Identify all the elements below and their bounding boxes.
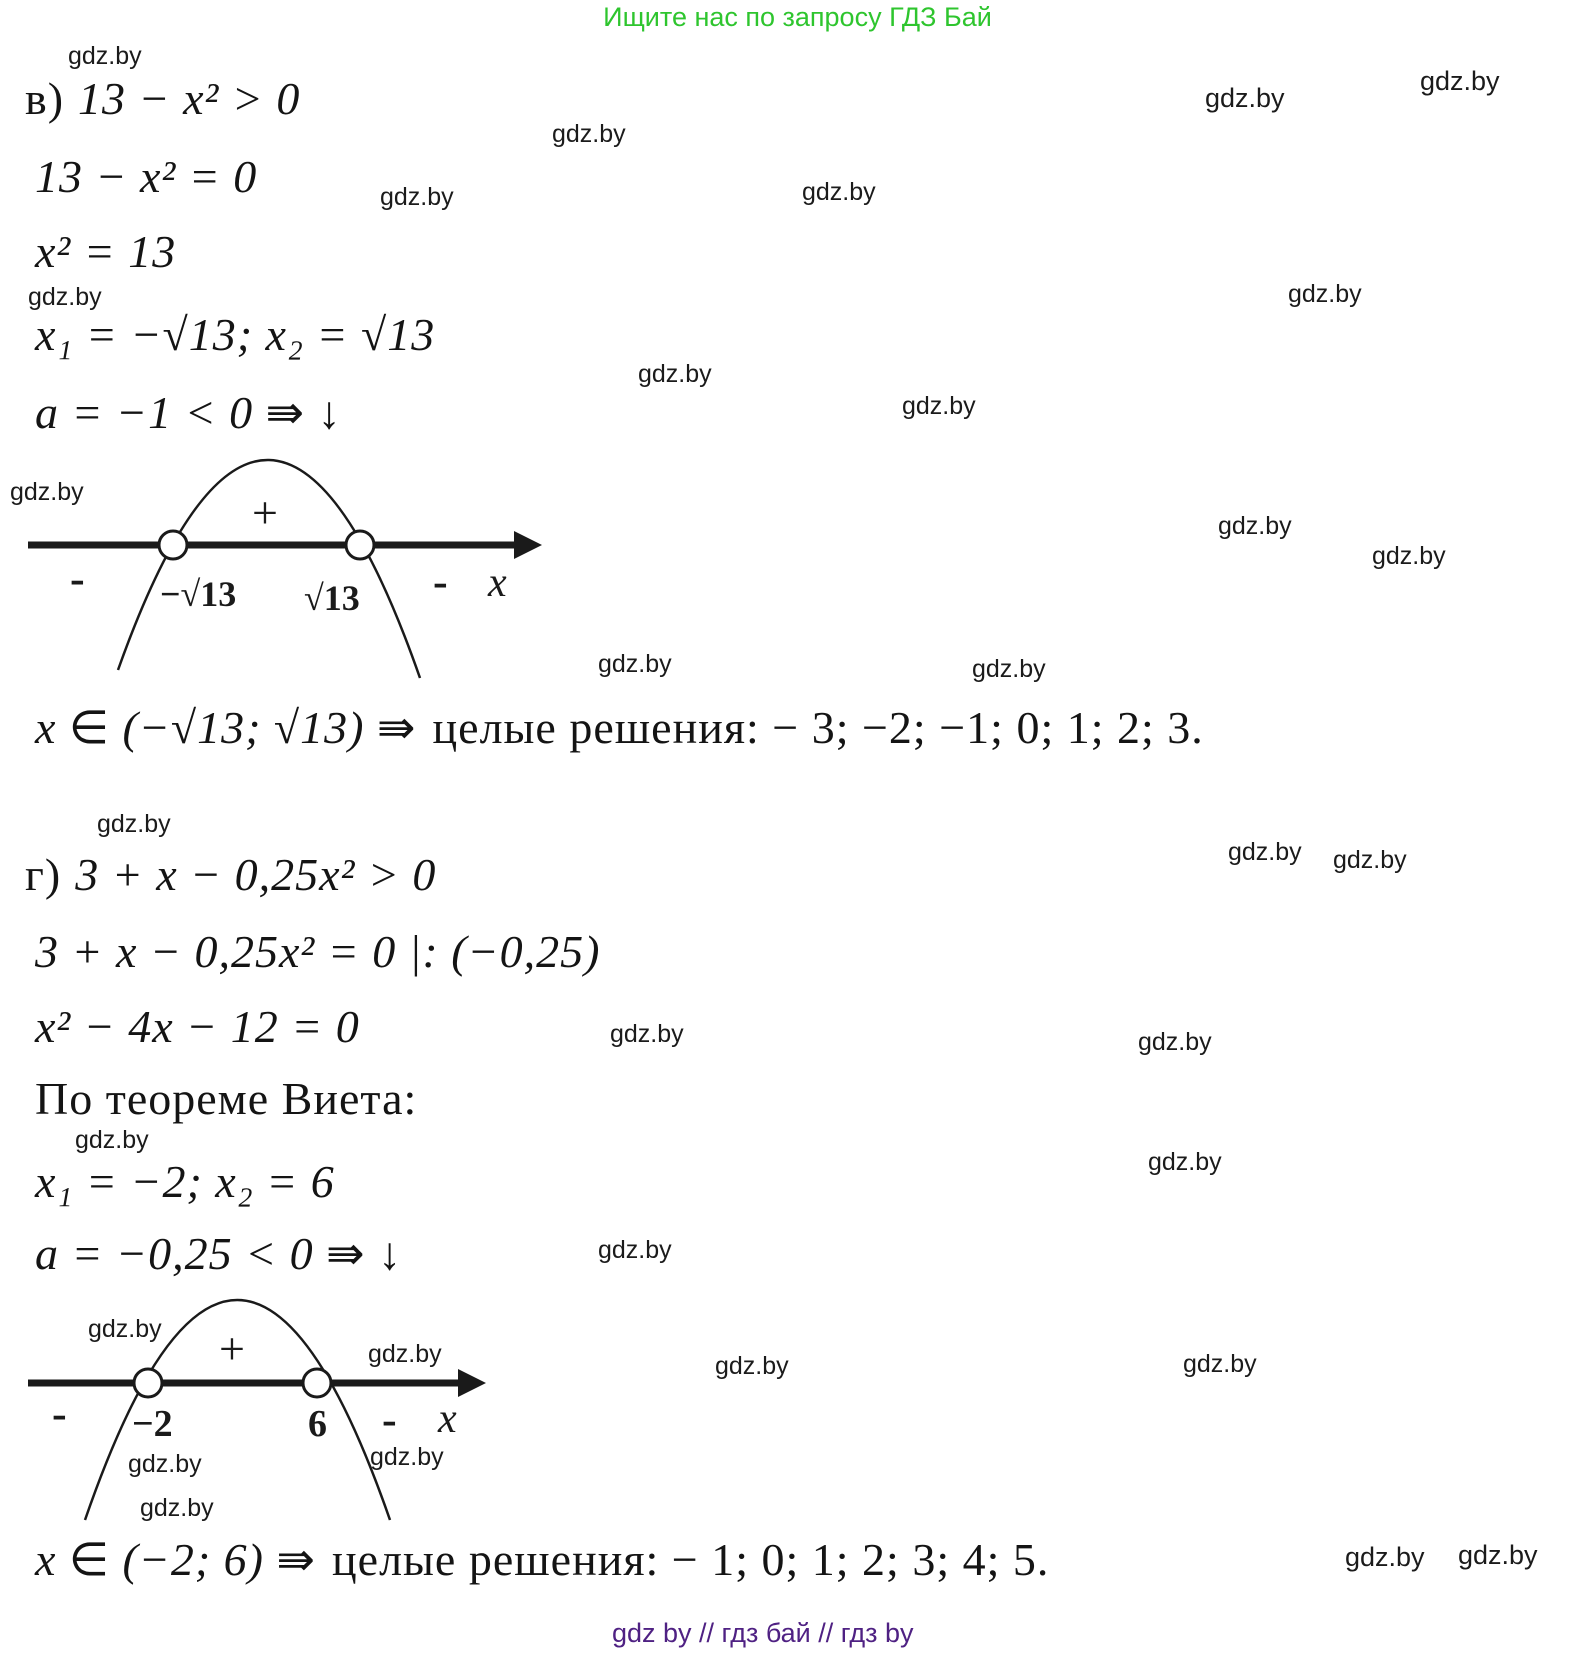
watermark: gdz.by [380,183,454,211]
equation-line: 13 − x² = 0 [35,151,258,202]
watermark: gdz.by [972,655,1046,683]
watermark: gdz.by [128,1450,202,1478]
watermark: gdz.by [1148,1148,1222,1176]
equation-line: x₁ = −2; x₂ = 6 [35,1156,335,1207]
root-circle-right [303,1369,331,1397]
equation-line: a = −1 < 0 ⇛ ↓ [35,387,342,438]
watermark: gdz.by [140,1494,214,1522]
answer-line [35,1532,1049,1586]
watermark: gdz.by [1228,838,1302,866]
axis-label-x: x [438,1396,457,1442]
watermark: gdz.by [1333,846,1407,874]
answer-integers: целые решения: − 1; 0; 1; 2; 3; 4; 5. [332,1534,1050,1585]
root-label-left: −√13 [160,574,237,614]
watermark: gdz.by [28,283,102,311]
watermark: gdz.by [715,1352,789,1380]
equation-line [25,72,300,125]
answer-integers: целые решения: − 3; −2; −1; 0; 1; 2; 3. [432,702,1204,753]
watermark: gdz.by [97,810,171,838]
equation-line: x² − 4x − 12 = 0 [35,1001,360,1052]
watermark: gdz.by [1138,1028,1212,1056]
answer-interval: x ∈ (−2; 6) ⇛ [35,1534,317,1585]
watermark: gdz.by [88,1315,162,1343]
site-footer: gdz by // гдз бай // гдз by [612,1618,914,1648]
watermark: gdz.by [552,120,626,148]
watermark: gdz.by [370,1443,444,1471]
minus-sign-right: - [382,1395,397,1444]
root-label-left: −2 [132,1403,173,1445]
x-axis-arrowhead [458,1369,486,1397]
equation-line [25,848,436,901]
watermark: gdz.by [1420,66,1500,96]
watermark: gdz.by [638,360,712,388]
inequality: 3 + x − 0,25x² > 0 [75,849,437,900]
axis-label-x: x [488,560,507,606]
watermark: gdz.by [1345,1542,1425,1572]
part-label: в) [25,73,65,124]
watermark: gdz.by [1288,280,1362,308]
watermark: gdz.by [1183,1350,1257,1378]
watermark: gdz.by [598,650,672,678]
vieta-theorem-text: По теореме Виета: [35,1073,418,1124]
equation-line: x₁ = −√13; x₂ = √13 [35,309,436,360]
watermark: gdz.by [1372,542,1446,570]
equation-line: 3 + x − 0,25x² = 0 |: (−0,25) [35,926,601,977]
watermark: gdz.by [598,1236,672,1264]
watermark: gdz.by [610,1020,684,1048]
watermark: gdz.by [1205,83,1285,113]
watermark: gdz.by [10,478,84,506]
sign-diagram-svg [20,438,545,693]
root-circle-left [159,531,187,559]
minus-sign-left: - [70,554,85,603]
minus-sign-left: - [52,1389,67,1438]
promo-banner: Ищите нас по запросу ГДЗ Бай [603,2,992,32]
root-circle-left [134,1369,162,1397]
inequality: 13 − x² > 0 [78,73,301,124]
watermark: gdz.by [802,178,876,206]
watermark: gdz.by [368,1340,442,1368]
part-label: г) [25,849,62,900]
minus-sign-right: - [433,557,448,606]
equation-line: a = −0,25 < 0 ⇛ ↓ [35,1228,403,1279]
watermark: gdz.by [1458,1540,1538,1570]
watermark: gdz.by [68,42,142,70]
answer-interval: x ∈ (−√13; √13) ⇛ [35,702,417,753]
equation-line: x² = 13 [35,226,177,277]
root-label-right: √13 [304,578,360,618]
watermark: gdz.by [1218,512,1292,540]
x-axis-arrowhead [514,531,542,559]
root-label-right: 6 [308,1403,327,1445]
watermark: gdz.by [75,1126,149,1154]
root-circle-right [346,531,374,559]
plus-sign: + [219,1323,245,1374]
plus-sign: + [252,487,278,538]
sign-diagram-parabola-v [20,438,545,693]
answer-line [35,700,1204,754]
watermark: gdz.by [902,392,976,420]
